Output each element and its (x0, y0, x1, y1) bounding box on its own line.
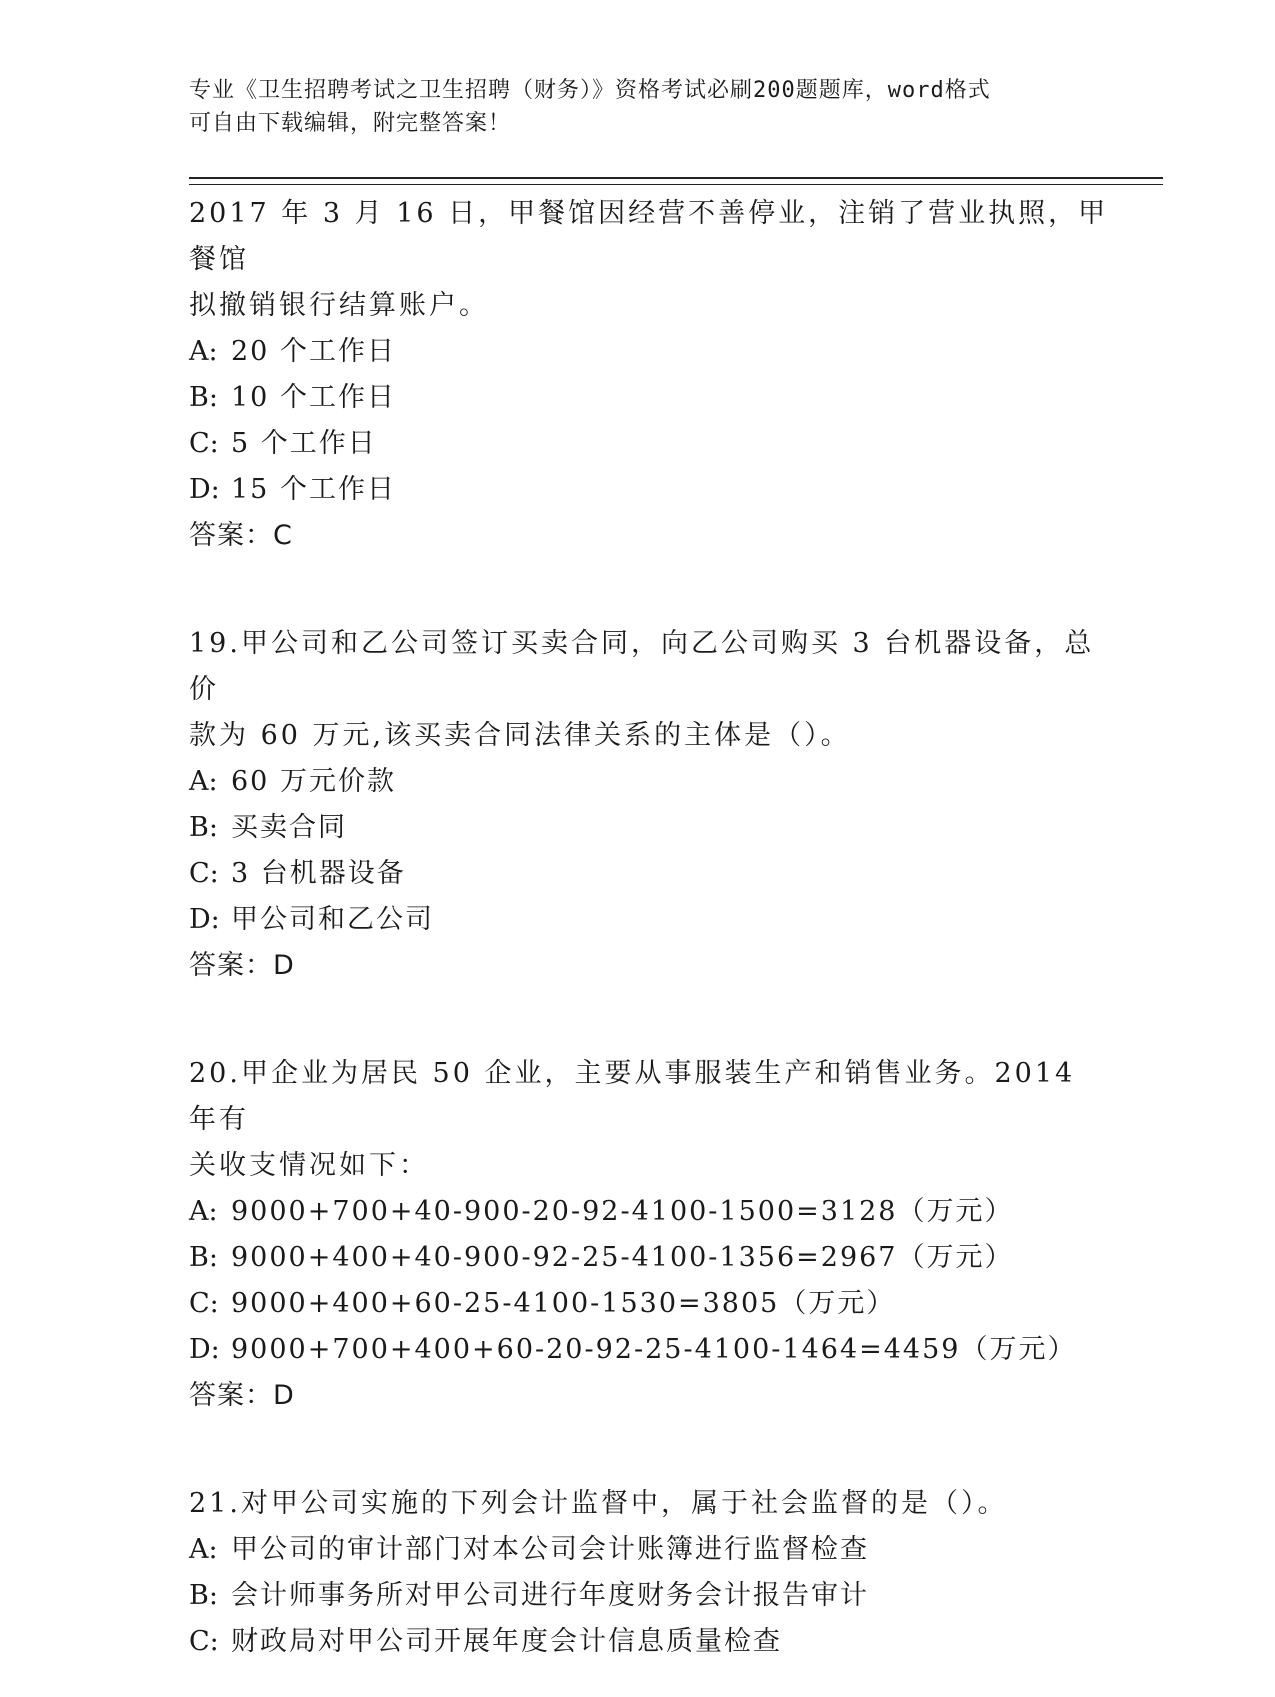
option-c (189, 421, 1109, 467)
option-text: 20 个工作日 (231, 336, 396, 367)
option-b (189, 375, 1109, 421)
question-spacer (189, 591, 1109, 621)
option-d (189, 1327, 1109, 1373)
question-stem-line: 拟撤销银行结算账户。 (189, 290, 489, 321)
option-d (189, 897, 1109, 943)
option-text: 甲公司和乙公司 (231, 904, 434, 935)
question-spacer (189, 1021, 1109, 1051)
question-19 (189, 621, 1109, 989)
option-text: 5 个工作日 (231, 428, 377, 459)
question-stem-line: 关收支情况如下： (189, 1150, 429, 1181)
document-header (189, 74, 1089, 140)
option-text: 甲公司的审计部门对本公司会计账簿进行监督检查 (231, 1534, 869, 1565)
option-b (189, 1235, 1109, 1281)
option-a (189, 329, 1109, 375)
option-text: 会计师事务所对甲公司进行年度财务会计报告审计 (231, 1580, 869, 1611)
question-stem-line: 21.对甲公司实施的下列会计监督中，属于社会监督的是（）。 (189, 1488, 1008, 1519)
option-letter: D: (189, 474, 220, 505)
option-letter: B: (189, 1242, 218, 1273)
option-d (189, 467, 1109, 513)
question-stem-line: 2017 年 3 月 16 日，甲餐馆因经营不善停业，注销了营业执照，甲餐馆 (189, 198, 1109, 275)
option-letter: C: (189, 428, 219, 459)
option-text: 10 个工作日 (231, 382, 396, 413)
option-text: 9000+400+40-900-92-25-4100-1356=2967（万元） (231, 1242, 1014, 1273)
question-21 (189, 1481, 1109, 1665)
option-text: 财政局对甲公司开展年度会计信息质量检查 (231, 1626, 782, 1657)
header-line-2: 可自由下载编辑，附完整答案！ (189, 111, 512, 136)
question-list (189, 191, 1109, 1697)
option-letter: B: (189, 1580, 218, 1611)
option-c (189, 851, 1109, 897)
option-letter: B: (189, 382, 218, 413)
answer-line: 答案：C (189, 520, 293, 551)
header-line-1: 专业《卫生招聘考试之卫生招聘（财务）》资格考试必刷200题题库，word格式 (189, 78, 991, 103)
question-stem-line: 19.甲公司和乙公司签订买卖合同，向乙公司购买 3 台机器设备，总价 (189, 628, 1095, 705)
option-a (189, 1527, 1109, 1573)
option-c (189, 1619, 1109, 1665)
option-text: 9000+400+60-25-4100-1530=3805（万元） (231, 1288, 896, 1319)
option-text: 60 万元价款 (231, 766, 396, 797)
question-18 (189, 191, 1109, 559)
option-letter: C: (189, 1288, 219, 1319)
option-a (189, 759, 1109, 805)
option-letter: C: (189, 858, 219, 889)
option-letter: A: (189, 766, 218, 797)
option-letter: B: (189, 812, 218, 843)
option-text: 15 个工作日 (231, 474, 396, 505)
option-b (189, 1573, 1109, 1619)
option-letter: C: (189, 1626, 219, 1657)
question-20 (189, 1051, 1109, 1419)
option-letter: A: (189, 336, 218, 367)
option-letter: A: (189, 1534, 218, 1565)
question-stem-line: 20.甲企业为居民 50 企业，主要从事服装生产和销售业务。2014 年有 (189, 1058, 1076, 1135)
option-a (189, 1189, 1109, 1235)
option-letter: D: (189, 1334, 220, 1365)
option-letter: D: (189, 904, 220, 935)
answer-line: 答案：D (189, 1380, 295, 1411)
header-divider-thin (189, 184, 1163, 185)
option-letter: A: (189, 1196, 218, 1227)
header-divider-thick (189, 177, 1163, 179)
option-text: 9000+700+400+60-20-92-25-4100-1464=4459（万元） (231, 1334, 1077, 1365)
option-c (189, 1281, 1109, 1327)
question-spacer (189, 1451, 1109, 1481)
option-b (189, 805, 1109, 851)
question-stem-line: 款为 60 万元,该买卖合同法律关系的主体是（）。 (189, 720, 851, 751)
option-text: 3 台机器设备 (231, 858, 406, 889)
option-text: 9000+700+40-900-20-92-4100-1500=3128（万元） (231, 1196, 1014, 1227)
option-text: 买卖合同 (231, 812, 347, 843)
answer-line: 答案：D (189, 950, 295, 981)
